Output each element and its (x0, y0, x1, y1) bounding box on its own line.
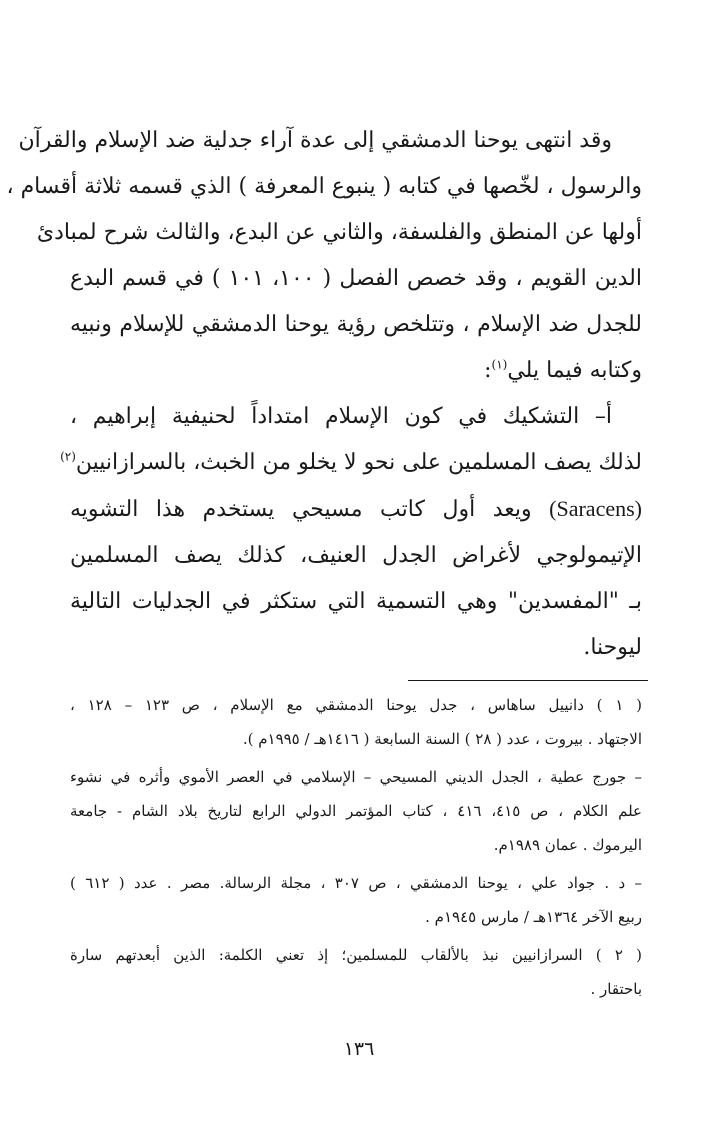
body-line: للجدل ضد الإسلام ، وتتلخص رؤية يوحنا الدمشقي للإسلام ونبيه (70, 312, 642, 337)
footnote-2 (70, 938, 642, 1006)
body-line (70, 486, 642, 533)
footnote-line: ربيع الآخر ١٣٦٤هـ / مارس ١٩٤٥م . (425, 908, 642, 926)
footnote-line: – د . جواد علي ، يوحنا الدمشقي ، ص ٣٠٧ ، مجلة الرسالة. مصر . عدد ( ٦١٢ ) (70, 874, 643, 892)
body-line: والرسول ، لخّصها في كتابه ( ينبوع المعرفة ) الذي قسمه ثلاثة أقسام ، (6, 174, 642, 199)
footnote-1c (70, 866, 642, 934)
footnote-line: – جورج عطية ، الجدل الديني المسيحي – الإسلامي في العصر الأموي وأثره في نشوء (70, 768, 642, 786)
footnote-1b (70, 760, 642, 862)
body-line: الدين القويم ، وقد خصص الفصل ( ١٠٠، ١٠١ ) في قسم البدع (70, 266, 642, 291)
footnote-line: اليرموك . عمان ١٩٨٩م. (493, 836, 642, 854)
footnote-1 (70, 688, 642, 756)
body-line: الإتيمولوجي لأغراض الجدل العنيف، كذلك يصف المسلمين (70, 543, 642, 568)
body-line: أولها عن المنطق والفلسفة، والثاني عن البدع، والثالث شرح لمبادئ (36, 220, 642, 245)
footnote-line: الاجتهاد . بيروت ، عدد ( ٢٨ ) السنة السابعة ( ١٤١٦هـ / ١٩٩٥م ). (242, 730, 642, 748)
saracens-term: (Saracens) (549, 496, 642, 521)
footnote-line: باحتقار . (590, 980, 642, 998)
line-end-punct: : (484, 358, 492, 383)
body-text (6, 118, 642, 671)
main-text-area (6, 118, 642, 671)
body-line: ليوحنا. (583, 635, 642, 660)
body-line-text: وكتابه فيما يلي (507, 358, 642, 383)
body-line (60, 440, 642, 486)
footnote-marker-1: (١) (491, 357, 508, 372)
body-line (70, 348, 642, 394)
paragraph-2 (60, 394, 642, 671)
footnotes (70, 688, 642, 1010)
page-number: ١٣٦ (343, 1038, 375, 1060)
body-line-text: ويعد أول كاتب مسيحي يستخدم هذا التشويه (70, 497, 532, 522)
body-line: بـ "المفسدين" وهي التسمية التي ستكثر في الجدليات التالية (70, 589, 642, 614)
footnote-line: علم الكلام ، ص ٤١٥، ٤١٦ ، كتاب المؤتمر الدولي الرابع لتاريخ بلاد الشام - جامعة (70, 802, 642, 820)
footnote-marker-2: (٢) (60, 449, 76, 464)
footnote-line: ( ٢ ) السرازانيين نبذ بالألقاب للمسلمين؛ إذ تعني الكلمة: الذين أبعدتهم سارة (70, 946, 642, 964)
body-line: وقد انتهى يوحنا الدمشقي إلى عدة آراء جدلية ضد الإسلام والقرآن (18, 128, 612, 153)
body-line: أ– التشكيك في كون الإسلام امتداداً لحنيفية إبراهيم ، (70, 404, 612, 429)
body-line-text: لذلك يصف المسلمين على نحو لا يخلو من الخبث، بالسرازانيين (75, 450, 642, 475)
footnote-divider (408, 680, 648, 681)
paragraph-1 (6, 118, 642, 394)
footnote-line: ( ١ ) دانييل ساهاس ، جدل يوحنا الدمشقي مع الإسلام ، ص ١٢٣ – ١٢٨ ، (70, 696, 642, 714)
